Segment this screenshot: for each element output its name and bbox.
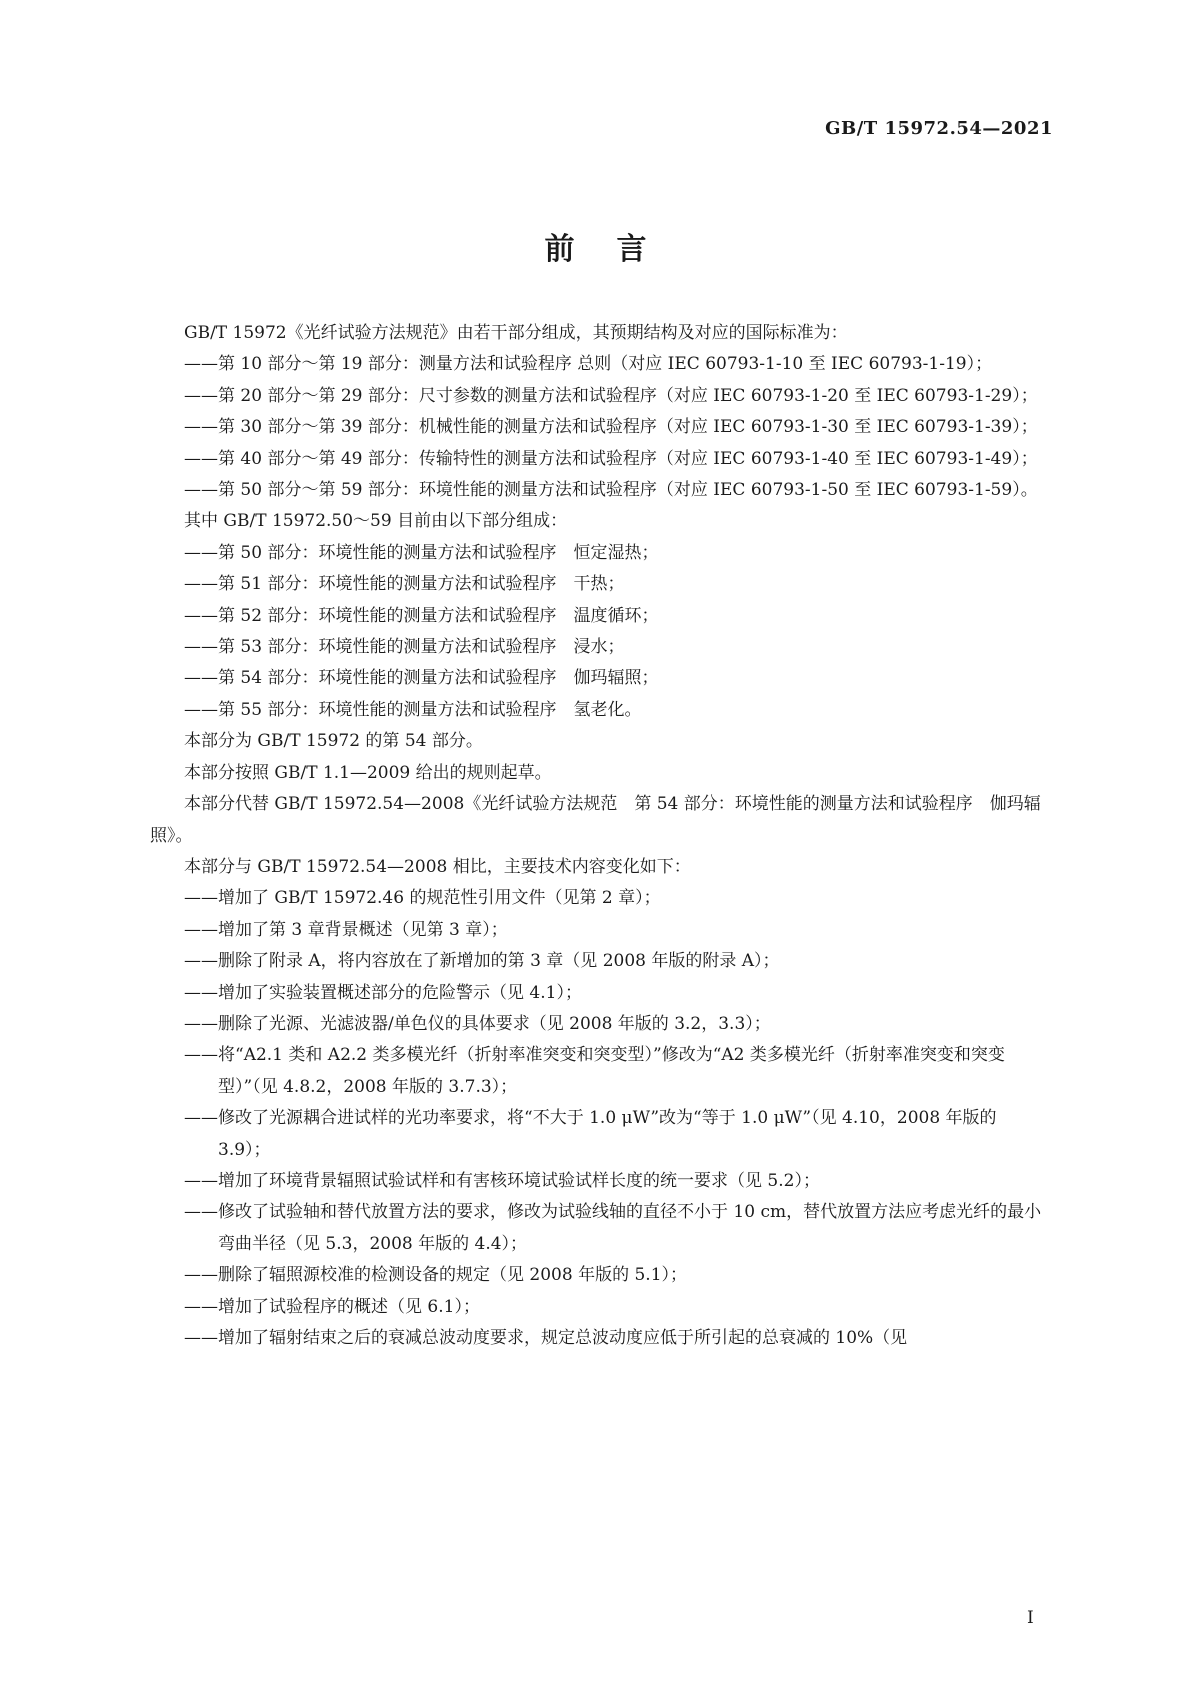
structure-item: ——第 50 部分～第 59 部分：环境性能的测量方法和试验程序（对应 IEC 60793-1-50 至 IEC 60793-1-59）。 <box>184 480 1038 501</box>
change-item: ——删除了辐照源校准的检测设备的规定（见 2008 年版的 5.1）； <box>184 1265 688 1286</box>
sub-part-item: ——第 54 部分：环境性能的测量方法和试验程序 伽玛辐照； <box>184 668 659 689</box>
change-item: ——将“A2.1 类和 A2.2 类多模光纤（折射率准突变和突变型）”修改为“A2 类多模光纤（折射率准突变和突变型）”（见 4.8.2，2008 年版的 3.7.3）； <box>184 1045 1005 1097</box>
intro-paragraph: GB/T 15972《光纤试验方法规范》由若干部分组成，其预期结构及对应的国际标准为： <box>184 323 848 343</box>
document-body <box>150 318 1053 1354</box>
rules-paragraph: 本部分按照 GB/T 1.1—2009 给出的规则起草。 <box>184 762 552 783</box>
structure-item: ——第 10 部分～第 19 部分：测量方法和试验程序 总则（对应 IEC 60793-1-10 至 IEC 60793-1-19）； <box>184 354 993 375</box>
change-item: ——增加了第 3 章背景概述（见第 3 章）； <box>184 919 508 940</box>
change-item: ——增加了辐射结束之后的衰减总波动度要求，规定总波动度应低于所引起的总衰减的 10%（见 <box>184 1328 908 1348</box>
page-title: 前言 <box>544 232 689 267</box>
change-item: ——修改了光源耦合进试样的光功率要求，将“不大于 1.0 μW”改为“等于 1.0 μW”（见 4.10，2008 年版的 3.9）； <box>184 1108 997 1160</box>
page-number: I <box>1027 1608 1034 1628</box>
part-paragraph: 本部分为 GB/T 15972 的第 54 部分。 <box>184 731 483 752</box>
sub-part-item: ——第 55 部分：环境性能的测量方法和试验程序 氢老化。 <box>184 699 642 720</box>
change-item: ——删除了光源、光滤波器/单色仪的具体要求（见 2008 年版的 3.2，3.3）； <box>184 1013 771 1034</box>
sub-part-item: ——第 53 部分：环境性能的测量方法和试验程序 浸水； <box>184 637 625 658</box>
sub-part-item: ——第 51 部分：环境性能的测量方法和试验程序 干热； <box>184 574 625 595</box>
structure-item: ——第 30 部分～第 39 部分：机械性能的测量方法和试验程序（对应 IEC 60793-1-30 至 IEC 60793-1-39）； <box>184 417 1038 438</box>
replace-paragraph: 本部分代替 GB/T 15972.54—2008《光纤试验方法规范 第 54 部分：环境性能的测量方法和试验程序 伽玛辐照》。 <box>150 794 1041 846</box>
change-item: ——删除了附录 A，将内容放在了新增加的第 3 章（见 2008 年版的附录 A）； <box>184 951 780 972</box>
structure-item: ——第 40 部分～第 49 部分：传输特性的测量方法和试验程序（对应 IEC 60793-1-40 至 IEC 60793-1-49）； <box>184 448 1038 469</box>
sub-intro-paragraph: 其中 GB/T 15972.50～59 目前由以下部分组成： <box>184 511 568 532</box>
change-item: ——增加了试验程序的概述（见 6.1）； <box>184 1296 480 1317</box>
standard-number: GB/T 15972.54—2021 <box>825 118 1053 139</box>
structure-item: ——第 20 部分～第 29 部分：尺寸参数的测量方法和试验程序（对应 IEC 60793-1-20 至 IEC 60793-1-29）； <box>184 385 1038 406</box>
change-item: ——增加了 GB/T 15972.46 的规范性引用文件（见第 2 章）； <box>184 888 661 909</box>
change-item: ——增加了实验装置概述部分的危险警示（见 4.1）； <box>184 982 582 1003</box>
sub-part-item: ——第 52 部分：环境性能的测量方法和试验程序 温度循环； <box>184 605 659 626</box>
change-item: ——增加了环境背景辐照试验试样和有害核环境试验试样长度的统一要求（见 5.2）； <box>184 1170 820 1191</box>
changes-paragraph: 本部分与 GB/T 15972.54—2008 相比，主要技术内容变化如下： <box>184 856 691 877</box>
change-item: ——修改了试验轴和替代放置方法的要求，修改为试验线轴的直径不小于 10 cm，替代放置方法应考虑光纤的最小弯曲半径（见 5.3，2008 年版的 4.4）； <box>184 1202 1042 1254</box>
sub-part-item: ——第 50 部分：环境性能的测量方法和试验程序 恒定湿热； <box>184 542 659 563</box>
